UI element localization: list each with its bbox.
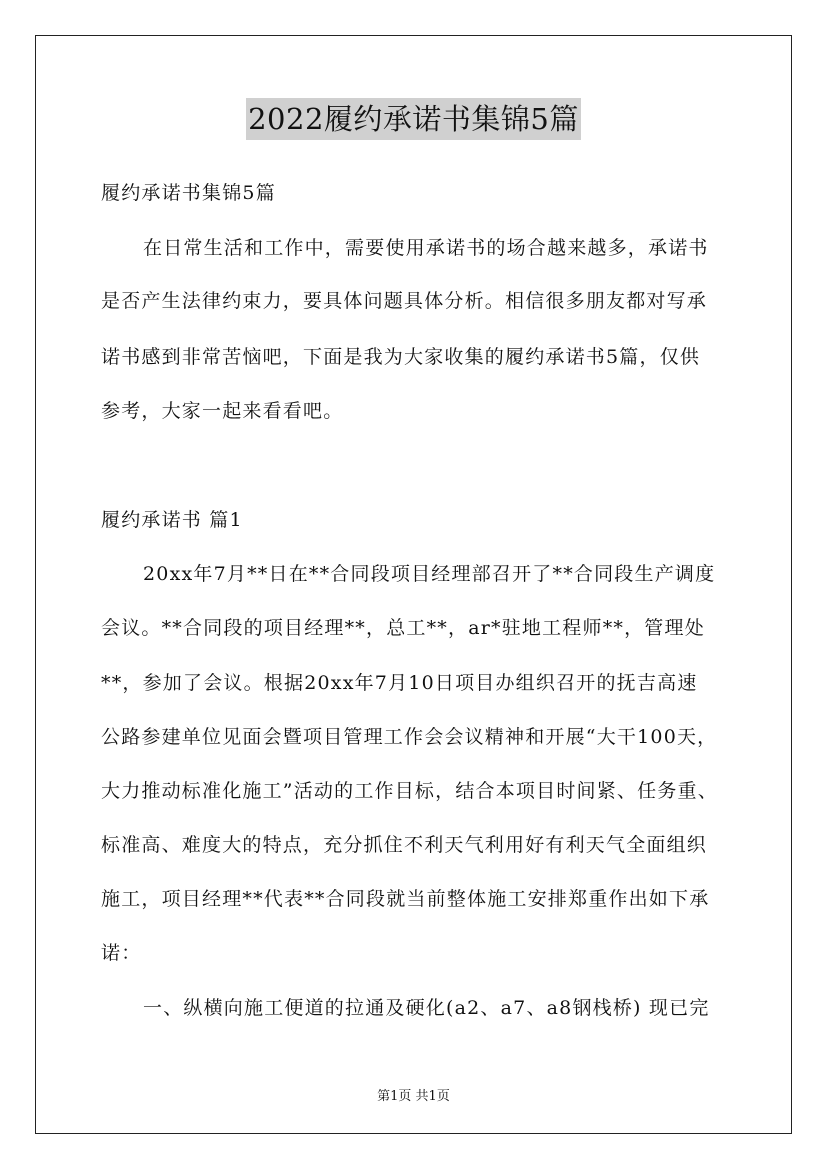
document-subtitle: 履约承诺书集锦5篇 [101,182,276,204]
document-title: 2022履约承诺书集锦5篇 [246,98,581,140]
section-heading: 履约承诺书 篇1 [101,509,243,531]
page-number: 第1页 共1页 [377,1089,450,1104]
body-line: 大力推动标准化施工”活动的工作目标，结合本项目时间紧、任务重、 [101,780,718,802]
body-line: **，参加了会议。根据20xx年7月10日项目办组织召开的抚吉高速 [101,672,698,694]
page-footer [0,1085,827,1104]
intro-line: 在日常生活和工作中，需要使用承诺书的场合越来越多，承诺书 [143,237,709,259]
list-item-line: 一、纵横向施工便道的拉通及硬化(a2、a7、a8钢栈桥) 现已完 [143,997,710,1019]
body-line: 诺： [101,942,142,964]
intro-line: 是否产生法律约束力，要具体问题具体分析。相信很多朋友都对写承 [101,290,708,312]
intro-line: 诺书感到非常苦恼吧，下面是我为大家收集的履约承诺书5篇，仅供 [101,346,701,368]
body-line: 公路参建单位见面会暨项目管理工作会会议精神和开展“大干100天， [101,726,718,748]
intro-line: 参考，大家一起来看看吧。 [101,400,344,422]
body-line: 施工，项目经理**代表**合同段就当前整体施工安排郑重作出如下承 [101,888,710,910]
body-line: 20xx年7月**日在**合同段项目经理部召开了**合同段生产调度 [143,563,716,585]
body-line: 标准高、难度大的特点，充分抓住不利天气利用好有利天气全面组织 [101,834,708,856]
title-container [0,98,827,140]
body-line: 会议。**合同段的项目经理**，总工**，ar*驻地工程师**，管理处 [101,617,705,639]
